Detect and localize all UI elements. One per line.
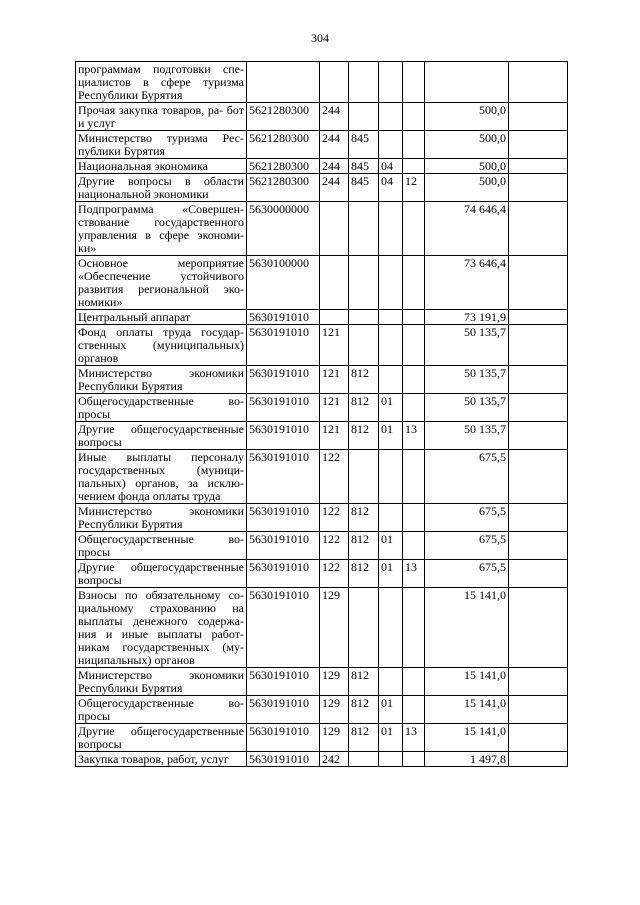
table-row xyxy=(76,159,568,174)
row-rz-cell: 01 xyxy=(379,422,403,450)
row-empty-cell xyxy=(509,422,568,450)
row-pr-cell xyxy=(403,103,425,131)
row-csr-cell: 5630191010 xyxy=(247,588,320,668)
row-rz-cell xyxy=(379,310,403,325)
row-vr-cell: 244 xyxy=(320,103,349,131)
row-vr-cell: 242 xyxy=(320,752,349,767)
row-vr-cell: 244 xyxy=(320,131,349,159)
row-sum-cell: 15 141,0 xyxy=(425,588,509,668)
row-pr-cell: 13 xyxy=(403,560,425,588)
row-pr-cell xyxy=(403,394,425,422)
row-rz-cell xyxy=(379,752,403,767)
row-vr-cell xyxy=(320,202,349,256)
row-pr-cell xyxy=(403,696,425,724)
row-csr-cell: 5630191010 xyxy=(247,422,320,450)
table-row xyxy=(76,668,568,696)
row-sum-cell: 1 497,8 xyxy=(425,752,509,767)
row-name-cell: Центральный аппарат xyxy=(76,310,247,325)
row-sum-cell: 500,0 xyxy=(425,174,509,202)
row-sum-cell: 50 135,7 xyxy=(425,325,509,366)
row-sum-cell: 74 646,4 xyxy=(425,202,509,256)
budget-table xyxy=(75,61,568,767)
row-name-cell: Общегосударственные во- просы xyxy=(76,696,247,724)
row-pr-cell: 13 xyxy=(403,422,425,450)
table-row xyxy=(76,62,568,103)
row-pr-cell xyxy=(403,752,425,767)
row-rz-cell: 01 xyxy=(379,394,403,422)
table-row xyxy=(76,310,568,325)
row-csr-cell: 5621280300 xyxy=(247,159,320,174)
row-grbs-cell xyxy=(349,310,379,325)
table-row xyxy=(76,256,568,310)
row-pr-cell xyxy=(403,62,425,103)
row-grbs-cell xyxy=(349,62,379,103)
row-csr-cell: 5630191010 xyxy=(247,310,320,325)
row-pr-cell xyxy=(403,668,425,696)
row-pr-cell xyxy=(403,366,425,394)
table-body xyxy=(76,62,568,767)
row-sum-cell: 73 191,9 xyxy=(425,310,509,325)
table-row xyxy=(76,724,568,752)
row-vr-cell: 122 xyxy=(320,450,349,504)
row-csr-cell: 5630191010 xyxy=(247,560,320,588)
row-sum-cell: 15 141,0 xyxy=(425,724,509,752)
row-name-cell: Министерство экономики Республики Бурятия xyxy=(76,668,247,696)
row-name-cell: Другие общегосударственные вопросы xyxy=(76,422,247,450)
table-row xyxy=(76,752,568,767)
row-csr-cell: 5630191010 xyxy=(247,366,320,394)
row-grbs-cell xyxy=(349,103,379,131)
row-empty-cell xyxy=(509,696,568,724)
row-name-cell: Министерство туризма Рес- публики Бурятия xyxy=(76,131,247,159)
row-grbs-cell xyxy=(349,588,379,668)
row-grbs-cell: 812 xyxy=(349,532,379,560)
row-rz-cell xyxy=(379,103,403,131)
row-vr-cell: 121 xyxy=(320,394,349,422)
row-sum-cell: 50 135,7 xyxy=(425,394,509,422)
row-empty-cell xyxy=(509,394,568,422)
table-row xyxy=(76,588,568,668)
row-empty-cell xyxy=(509,752,568,767)
row-empty-cell xyxy=(509,202,568,256)
row-grbs-cell: 812 xyxy=(349,668,379,696)
row-rz-cell xyxy=(379,325,403,366)
row-name-cell: Фонд оплаты труда государ- ственных (муниципальных) органов xyxy=(76,325,247,366)
row-name-cell: Основное мероприятие «Обеспечение устойчивого развития региональной эко- номики» xyxy=(76,256,247,310)
row-sum-cell: 675,5 xyxy=(425,450,509,504)
row-csr-cell: 5621280300 xyxy=(247,174,320,202)
row-sum-cell xyxy=(425,62,509,103)
row-pr-cell: 12 xyxy=(403,174,425,202)
row-empty-cell xyxy=(509,62,568,103)
row-grbs-cell: 812 xyxy=(349,560,379,588)
row-grbs-cell xyxy=(349,450,379,504)
row-rz-cell xyxy=(379,62,403,103)
row-grbs-cell: 812 xyxy=(349,696,379,724)
row-vr-cell: 122 xyxy=(320,504,349,532)
row-csr-cell xyxy=(247,62,320,103)
row-empty-cell xyxy=(509,131,568,159)
row-rz-cell xyxy=(379,366,403,394)
row-csr-cell: 5630191010 xyxy=(247,532,320,560)
row-csr-cell: 5630191010 xyxy=(247,394,320,422)
row-grbs-cell: 812 xyxy=(349,724,379,752)
row-empty-cell xyxy=(509,588,568,668)
row-grbs-cell: 845 xyxy=(349,131,379,159)
row-name-cell: Прочая закупка товаров, ра- бот и услуг xyxy=(76,103,247,131)
table-row xyxy=(76,532,568,560)
row-grbs-cell: 812 xyxy=(349,422,379,450)
table-row xyxy=(76,394,568,422)
row-name-cell: Другие общегосударственные вопросы xyxy=(76,560,247,588)
row-csr-cell: 5630100000 xyxy=(247,256,320,310)
row-vr-cell: 121 xyxy=(320,366,349,394)
row-vr-cell xyxy=(320,256,349,310)
row-pr-cell xyxy=(403,202,425,256)
row-pr-cell xyxy=(403,159,425,174)
table-row xyxy=(76,103,568,131)
row-grbs-cell: 845 xyxy=(349,159,379,174)
row-rz-cell xyxy=(379,131,403,159)
row-grbs-cell: 845 xyxy=(349,174,379,202)
row-pr-cell xyxy=(403,532,425,560)
row-grbs-cell xyxy=(349,752,379,767)
row-name-cell: Министерство экономики Республики Бурятия xyxy=(76,504,247,532)
table-row xyxy=(76,202,568,256)
table-row xyxy=(76,696,568,724)
row-sum-cell: 675,5 xyxy=(425,560,509,588)
row-empty-cell xyxy=(509,310,568,325)
page-number: 304 xyxy=(311,31,329,45)
row-empty-cell xyxy=(509,724,568,752)
row-rz-cell xyxy=(379,504,403,532)
row-sum-cell: 50 135,7 xyxy=(425,366,509,394)
row-vr-cell: 122 xyxy=(320,532,349,560)
row-pr-cell xyxy=(403,131,425,159)
row-name-cell: Закупка товаров, работ, услуг xyxy=(76,752,247,767)
row-rz-cell xyxy=(379,668,403,696)
table-row xyxy=(76,422,568,450)
row-name-cell: Министерство экономики Республики Бурятия xyxy=(76,366,247,394)
row-csr-cell: 5630191010 xyxy=(247,696,320,724)
row-grbs-cell: 812 xyxy=(349,366,379,394)
table-row xyxy=(76,366,568,394)
row-csr-cell: 5621280300 xyxy=(247,103,320,131)
row-csr-cell: 5630191010 xyxy=(247,668,320,696)
row-rz-cell xyxy=(379,202,403,256)
row-sum-cell: 73 646,4 xyxy=(425,256,509,310)
row-vr-cell: 122 xyxy=(320,560,349,588)
row-rz-cell: 04 xyxy=(379,174,403,202)
row-name-cell: программам подготовки спе- циалистов в сфере туризма Республики Бурятия xyxy=(76,62,247,103)
row-csr-cell: 5630191010 xyxy=(247,724,320,752)
row-grbs-cell: 812 xyxy=(349,504,379,532)
row-name-cell: Другие общегосударственные вопросы xyxy=(76,724,247,752)
row-csr-cell: 5621280300 xyxy=(247,131,320,159)
row-vr-cell xyxy=(320,310,349,325)
row-vr-cell: 121 xyxy=(320,422,349,450)
row-rz-cell xyxy=(379,450,403,504)
row-pr-cell xyxy=(403,588,425,668)
row-name-cell: Общегосударственные во- просы xyxy=(76,532,247,560)
row-vr-cell: 244 xyxy=(320,159,349,174)
row-vr-cell xyxy=(320,62,349,103)
row-grbs-cell: 812 xyxy=(349,394,379,422)
row-empty-cell xyxy=(509,560,568,588)
row-empty-cell xyxy=(509,532,568,560)
row-grbs-cell xyxy=(349,256,379,310)
table-row xyxy=(76,450,568,504)
row-empty-cell xyxy=(509,504,568,532)
row-rz-cell: 01 xyxy=(379,560,403,588)
row-pr-cell xyxy=(403,450,425,504)
table-row xyxy=(76,560,568,588)
row-vr-cell: 244 xyxy=(320,174,349,202)
table-row xyxy=(76,325,568,366)
row-pr-cell xyxy=(403,310,425,325)
row-csr-cell: 5630191010 xyxy=(247,450,320,504)
row-vr-cell: 129 xyxy=(320,724,349,752)
row-csr-cell: 5630000000 xyxy=(247,202,320,256)
row-sum-cell: 500,0 xyxy=(425,159,509,174)
row-pr-cell xyxy=(403,504,425,532)
row-name-cell: Общегосударственные во- просы xyxy=(76,394,247,422)
row-name-cell: Взносы по обязательному со- циальному страхованию на выплаты денежного содержа- ния и иные выплаты работ- никам государственных (му- ниципальных) органов xyxy=(76,588,247,668)
row-pr-cell: 13 xyxy=(403,724,425,752)
table-row xyxy=(76,174,568,202)
row-rz-cell: 04 xyxy=(379,159,403,174)
row-pr-cell xyxy=(403,256,425,310)
row-vr-cell: 129 xyxy=(320,668,349,696)
row-csr-cell: 5630191010 xyxy=(247,504,320,532)
row-grbs-cell xyxy=(349,202,379,256)
row-name-cell: Иные выплаты персоналу государственных (муници- пальных) органов, за исклю- чением фонда оплаты труда xyxy=(76,450,247,504)
row-sum-cell: 50 135,7 xyxy=(425,422,509,450)
row-vr-cell: 129 xyxy=(320,696,349,724)
table-row xyxy=(76,504,568,532)
row-sum-cell: 500,0 xyxy=(425,103,509,131)
row-sum-cell: 500,0 xyxy=(425,131,509,159)
row-rz-cell: 01 xyxy=(379,532,403,560)
row-name-cell: Подпрограмма «Совершен- ствование государственного управления в сфере экономи- ки» xyxy=(76,202,247,256)
row-empty-cell xyxy=(509,174,568,202)
row-sum-cell: 675,5 xyxy=(425,532,509,560)
row-name-cell: Национальная экономика xyxy=(76,159,247,174)
row-sum-cell: 15 141,0 xyxy=(425,696,509,724)
row-empty-cell xyxy=(509,103,568,131)
row-rz-cell: 01 xyxy=(379,724,403,752)
row-empty-cell xyxy=(509,668,568,696)
row-empty-cell xyxy=(509,366,568,394)
row-vr-cell: 129 xyxy=(320,588,349,668)
table-row xyxy=(76,131,568,159)
row-empty-cell xyxy=(509,450,568,504)
row-rz-cell xyxy=(379,256,403,310)
row-vr-cell: 121 xyxy=(320,325,349,366)
row-sum-cell: 15 141,0 xyxy=(425,668,509,696)
row-name-cell: Другие вопросы в области национальной экономики xyxy=(76,174,247,202)
row-csr-cell: 5630191010 xyxy=(247,325,320,366)
row-empty-cell xyxy=(509,159,568,174)
row-sum-cell: 675,5 xyxy=(425,504,509,532)
row-empty-cell xyxy=(509,256,568,310)
row-grbs-cell xyxy=(349,325,379,366)
row-rz-cell: 01 xyxy=(379,696,403,724)
row-pr-cell xyxy=(403,325,425,366)
row-empty-cell xyxy=(509,325,568,366)
row-csr-cell: 5630191010 xyxy=(247,752,320,767)
row-rz-cell xyxy=(379,588,403,668)
